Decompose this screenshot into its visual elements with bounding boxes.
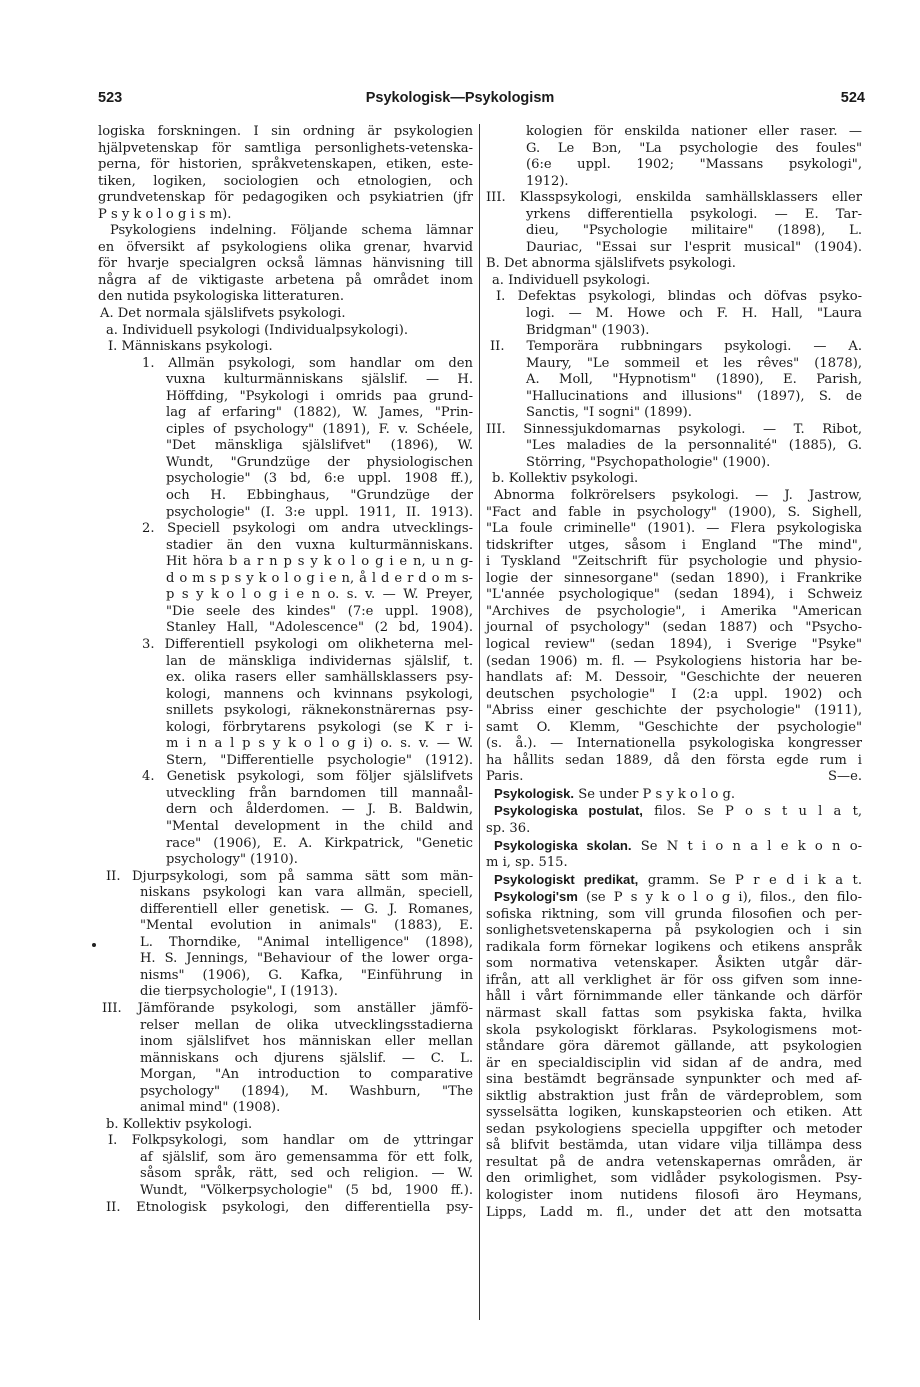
- text-line: III. Sinnessjukdomarnas psykologi. — T. Ribot,: [486, 421, 862, 437]
- text-line: i Tyskland "Zeitschrift für psychologie und physio-: [486, 554, 862, 570]
- text-line: grundvetenskap för pedagogiken och psykiatrien (jfr: [98, 190, 473, 206]
- text-line: (6:e uppl. 1902; "Massans psykologi",: [526, 157, 862, 173]
- text-line: Psykologiska skolan. Se N t i o n a l e k o n o-: [494, 837, 862, 854]
- text-line: kologi, mannens och kvinnans psykologi,: [166, 686, 473, 702]
- text-line: Dauriac, "Essai sur l'esprit musical" (1904).: [526, 239, 862, 255]
- text-line: Psykologi'sm (se P s y k o l o g i), filos., den filo-: [494, 889, 862, 906]
- text-line: Psykologiska postulat, filos. Se P o s t u l a t,: [494, 803, 863, 820]
- text-line: yrkens differentiella psykologi. — E. Tar-: [526, 206, 862, 222]
- margin-dot: [92, 943, 96, 947]
- text-line: Psykologiens indelning. Följande schema lämnar: [110, 223, 473, 239]
- text-line: tiken, logiken, sociologien och etnologien, och: [98, 173, 473, 189]
- text-line: af själslif, som äro gemensamma för ett folk,: [140, 1149, 473, 1165]
- text-line: snillets psykologi, räknekonstnärernas psy-: [166, 703, 473, 719]
- text-line: lag af erfaring" (1882), W. James, "Prin-: [166, 405, 473, 421]
- text-line: "Die seele des kindes" (7:e uppl. 1908),: [166, 603, 473, 619]
- text-line: d o m s p s y k o l o g i e n, å l d e r d o m s-: [166, 570, 473, 586]
- text-line: perna, för historien, språkvetenskapen, etiken, este-: [98, 157, 473, 173]
- text-line: deutschen psychologie" I (2:a uppl. 1902) och: [486, 686, 862, 702]
- text-line: sina bestämdt begränsade synpunkter och med af-: [486, 1072, 862, 1088]
- text-line: m i, sp. 515.: [486, 855, 568, 871]
- text-line: samt O. Klemm, "Geschichte der psychologie": [486, 719, 862, 735]
- text-line: Lipps, Ladd m. fl., under det att den motsatta: [486, 1204, 862, 1220]
- text-line: relser mellan de olika utvecklingsstadierna: [140, 1017, 473, 1033]
- text-line: ex. olika rasers eller samhällsklassers psy-: [166, 670, 473, 686]
- text-line: ciples of psychology" (1891), F. v. Schéele,: [166, 421, 473, 437]
- text-line: Höffding, "Psykologi i omrids paa grund-: [166, 388, 473, 404]
- text-line: II. Etnologisk psykologi, den differentiella psy-: [106, 1199, 473, 1215]
- text-line: (sedan 1906) m. fl. — Psykologiens historia har be-: [486, 653, 862, 669]
- text-line: journal of psychology" (sedan 1887) och "Psycho-: [486, 620, 862, 636]
- text-line: Morgan, "An introduction to comparative: [140, 1067, 473, 1083]
- text-line: inom själslifvet hos människan eller mellan: [140, 1034, 473, 1050]
- text-line: vuxna kulturmänniskans själslif. — H.: [166, 372, 473, 388]
- page-number-left: 523: [98, 90, 123, 106]
- text-line: "Les maladies de la personnalité" (1885), G.: [526, 438, 862, 454]
- text-line: 3. Differentiell psykologi om olikheterna mel-: [142, 636, 473, 652]
- text-line: som normativa vetenskaper. Åsikten utgår där-: [486, 956, 862, 972]
- text-line: a. Individuell psykologi.: [492, 272, 651, 288]
- text-line: den nutida psykologiska litteraturen.: [98, 289, 344, 305]
- text-line: b. Kollektiv psykologi.: [492, 471, 639, 487]
- text-line: Stern, "Differentielle psychologie" (1912).: [166, 752, 473, 768]
- text-line: Störring, "Psychopathologie" (1900).: [526, 454, 771, 470]
- text-line: logiska forskningen. I sin ordning är psykologien: [98, 124, 473, 139]
- text-line: för hvarje specialgren också lämnas hänvisning till: [98, 256, 473, 272]
- text-line: m i n a l p s y k o l o g i) o. s. v. — W.: [166, 736, 473, 752]
- text-line: Bridgman" (1903).: [526, 322, 650, 338]
- text-line: radikala form förnekar logikens och etikens anspråk: [486, 939, 862, 955]
- text-line: är en specialdisciplin vid sidan af de andra, med: [486, 1055, 862, 1071]
- text-line: die tierpsychologie", I (1913).: [140, 984, 338, 1000]
- text-line: närmast skall fattas som psykiska fakta, hvilka: [486, 1005, 862, 1021]
- text-line: ifrån, att all verklighet är för oss gifven som inne-: [486, 972, 862, 988]
- text-line: B. Det abnorma själslifvets psykologi.: [486, 256, 736, 272]
- entry-headword: Psykologi'sm: [494, 889, 578, 905]
- text-line: "Fact and fable in psychology" (1900), S. Sighell,: [486, 504, 862, 520]
- text-line: differentiell eller genetisk. — G. J. Romanes,: [140, 901, 473, 917]
- text-line: H. S. Jennings, "Behaviour of the lower orga-: [140, 951, 473, 967]
- running-header-title: Psykologisk—Psykologism: [365, 90, 555, 106]
- entry-headword: Psykologiska postulat,: [494, 803, 643, 819]
- text-line: människans och djurens själslif. — C. L.: [140, 1050, 473, 1066]
- text-line: logical review" (sedan 1894), i Sverige "Psyke": [486, 636, 862, 652]
- text-line: kologi, förbrytarens psykologi (se K r i-: [166, 719, 473, 735]
- text-line: kologister inom nutidens filosofi äro Heymans,: [486, 1188, 862, 1203]
- text-line: den orimlighet, som vidlåder psykologismen. Psy-: [486, 1171, 862, 1187]
- text-line: P s y k o l o g i s m).: [98, 206, 232, 222]
- entry-headword: Psykologiska skolan.: [494, 837, 632, 853]
- text-line: ha hållits sedan 1889, då den första egde rum i: [486, 752, 862, 768]
- text-line: "Mental development in the child and: [166, 818, 473, 834]
- text-line: 4. Genetisk psykologi, som följer själslifvets: [142, 769, 473, 785]
- page-number-right: 524: [840, 90, 865, 106]
- text-line: psychology" (1910).: [166, 852, 298, 868]
- text-line: kologien för enskilda nationer eller raser. —: [526, 124, 862, 139]
- text-line: III. Jämförande psykologi, som anställer jämfö-: [102, 1000, 473, 1016]
- text-line: I. Folkpsykologi, som handlar om de yttringar: [108, 1133, 473, 1149]
- text-line: b. Kollektiv psykologi.: [106, 1116, 253, 1132]
- text-line: Paris. S—e.: [486, 769, 862, 785]
- text-line: dieu, "Psychologie militaire" (1898), L.: [526, 223, 862, 239]
- text-line: psychologie" (I. 3:e uppl. 1911, II. 1913).: [166, 504, 473, 520]
- text-line: niskans psykologi kan vara allmän, speciell,: [140, 885, 473, 901]
- text-line: logi. — M. Howe och F. H. Hall, "Laura: [526, 306, 862, 322]
- text-line: en öfversikt af psykologiens olika grenar, hvarvid: [98, 239, 473, 255]
- text-line: II. Temporära rubbningars psykologi. — A.: [490, 339, 862, 355]
- text-line: psychologie" (3 bd, 6:e uppl. 1908 ff.),: [166, 471, 473, 487]
- text-line: sysselsätta logiken, kunskapsteorien och etiken. Att: [486, 1105, 862, 1121]
- text-line: dern och ålderdomen. — J. B. Baldwin,: [166, 802, 473, 818]
- text-line: sedan psykologiens speciella uppgifter och metoder: [486, 1121, 862, 1137]
- text-line: Wundt, "Völkerpsychologie" (5 bd, 1900 ff.).: [140, 1183, 473, 1198]
- text-line: hjälpvetenskap för samtliga personlighets-vetenska-: [98, 140, 473, 156]
- text-line: ståndare göra däremot gällande, att psykologien: [486, 1039, 862, 1055]
- text-line: Psykologisk. Se under P s y k o l o g.: [494, 785, 736, 802]
- text-line: I. Defektas psykologi, blindas och döfvas psyko-: [496, 289, 862, 305]
- text-line: 2. Speciell psykologi om andra utvecklings-: [142, 521, 473, 537]
- text-line: Abnorma folkrörelsers psykologi. — J. Jastrow,: [494, 488, 862, 504]
- text-line: race" (1906), E. A. Kirkpatrick, "Genetic: [166, 835, 473, 851]
- text-line: resultat på de andra vetenskapernas områden, är: [486, 1154, 862, 1170]
- text-line: nisms" (1906), G. Kafka, "Einführung in: [140, 967, 473, 983]
- text-line: tidskrifter utges, såsom i England "The mind",: [486, 537, 862, 553]
- text-line: sofiska riktning, som vill grunda filosofien och per-: [486, 906, 862, 922]
- right-column: [486, 124, 862, 1221]
- text-line: "Archives de psychologie", i Amerika "American: [486, 603, 862, 619]
- text-line: (s. å.). — Internationella psykologiska kongresser: [486, 736, 862, 752]
- entry-headword: Psykologiskt predikat,: [494, 871, 639, 887]
- text-line: så blifvit bestämda, utan vidare vilja tillämpa dess: [486, 1138, 862, 1154]
- text-line: såsom språk, rätt, sed och religion. — W.: [140, 1166, 473, 1182]
- text-line: I. Människans psykologi.: [108, 339, 273, 355]
- text-line: "Hallucinations and illusions" (1897), S. de: [526, 388, 862, 404]
- text-line: Wundt, "Grundzüge der physiologischen: [166, 454, 473, 470]
- text-line: 1912).: [526, 173, 569, 189]
- text-line: "Det mänskliga själslifvet" (1896), W.: [166, 438, 473, 454]
- text-line: logie der sinnesorgane" (sedan 1890), i Frankrike: [486, 570, 862, 586]
- text-line: A. Det normala själslifvets psykologi.: [100, 306, 346, 322]
- column-divider: [479, 124, 480, 1320]
- text-line: och H. Ebbinghaus, "Grundzüge der: [166, 488, 473, 504]
- text-line: Maury, "Le sommeil et les rêves" (1878),: [526, 355, 862, 371]
- text-line: III. Klasspsykologi, enskilda samhällsklassers eller: [486, 190, 862, 206]
- text-line: siktlig abstraktion just från de värdeproblem, som: [486, 1088, 862, 1104]
- text-line: sp. 36.: [486, 820, 531, 836]
- entry-headword: Psykologisk.: [494, 785, 575, 801]
- text-line: håll i vårt förnimmande eller tänkande och därför: [486, 989, 862, 1005]
- text-line: "L'année psychologique" (sedan 1894), i Schweiz: [486, 587, 862, 603]
- left-column: [98, 124, 473, 1216]
- text-line: Psykologiskt predikat, gramm. Se P r e d i k a t.: [494, 871, 862, 888]
- text-line: a. Individuell psykologi (Individualpsykologi).: [106, 322, 409, 338]
- text-line: handlats af: M. Dessoir, "Geschichte der neueren: [486, 670, 862, 686]
- text-line: G. Le Bɔn, "La psychologie des foules": [526, 140, 862, 156]
- text-line: stadier än den vuxna kulturmänniskans.: [166, 537, 473, 553]
- text-line: animal mind" (1908).: [140, 1100, 281, 1116]
- text-line: L. Thorndike, "Animal intelligence" (1898),: [140, 934, 473, 950]
- text-line: Hit höra b a r n p s y k o l o g i e n, u n g-: [166, 554, 473, 570]
- text-line: skola psykologiskt förklaras. Psykologismens mot-: [486, 1022, 862, 1038]
- text-line: p s y k o l o g i e n o. s. v. — W. Preyer,: [166, 587, 473, 603]
- text-line: sonlighetsvetenskaperna på psykologien och i sin: [486, 923, 862, 939]
- text-line: utveckling från barndomen till mannaål-: [166, 785, 473, 801]
- text-line: II. Djurpsykologi, som på samma sätt som män-: [106, 868, 473, 884]
- text-line: Stanley Hall, "Adolescence" (2 bd, 1904).: [166, 620, 473, 636]
- text-line: A. Moll, "Hypnotism" (1890), E. Parish,: [526, 372, 862, 388]
- text-line: lan de mänskliga individernas själslif, t.: [166, 653, 473, 669]
- text-line: "La foule criminelle" (1901). — Flera psykologiska: [486, 521, 862, 537]
- text-line: 1. Allmän psykologi, som handlar om den: [142, 355, 473, 371]
- text-line: några af de viktigaste arbetena på området inom: [98, 272, 473, 288]
- text-line: "Abriss einer geschichte der psychologie" (1911),: [486, 703, 862, 719]
- text-line: Sanctis, "I sogni" (1899).: [526, 405, 692, 421]
- text-line: psychology" (1894), M. Washburn, "The: [140, 1083, 473, 1099]
- text-line: "Mental evolution in animals" (1883), E.: [140, 918, 473, 934]
